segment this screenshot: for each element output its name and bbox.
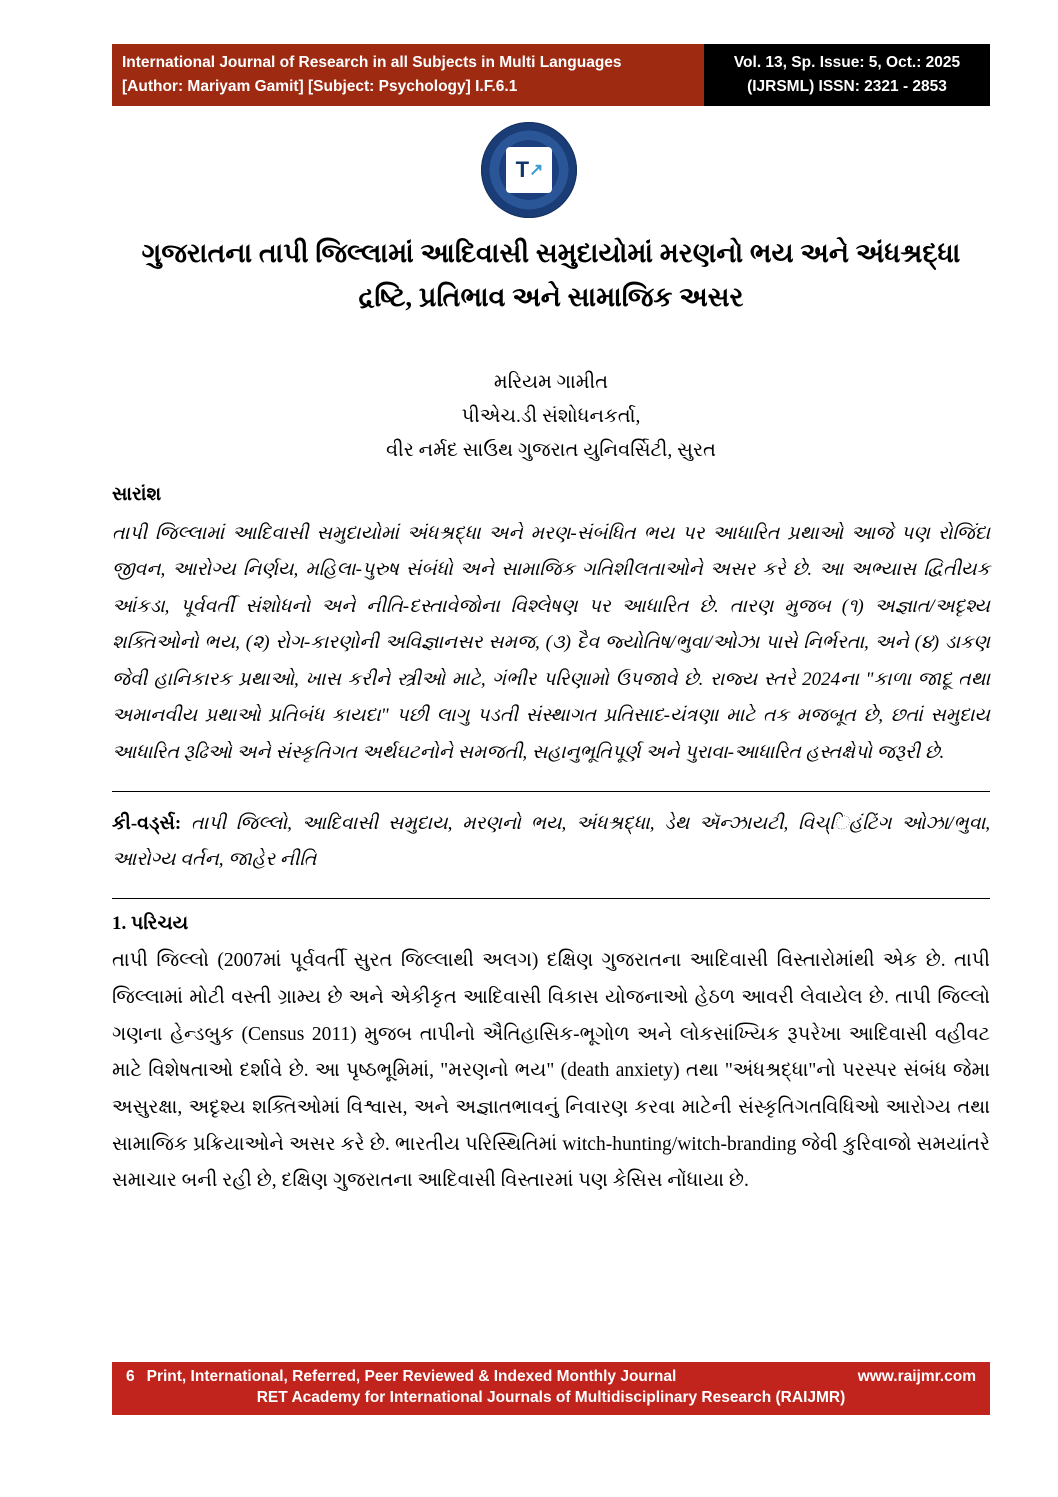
divider-top (112, 791, 990, 792)
abstract-text: તાપી જિલ્લામાં આદિવાસી સમુદાયોમાં અંધશ્રદ્ધા અને મરણ-સંબંધિત ભય પર આધારિત પ્રથાઓ આજે પણ રોજિંદા જીવન, આરોગ્ય નિર્ણય, મહિલા-પુરુષ સંબંધો અને સામાજિક ગતિશીલતાઓને અસર કરે છે. આ અભ્યાસ દ્વિતીયક આંકડા, પૂર્વવર્તી સંશોધનો અને નીતિ-દસ્તાવેજોના વિશ્લેષણ પર આધારિત છે. તારણ મુજબ (૧) અજ્ઞાત/અદૃશ્ય શક્તિઓનો ભય, (૨) રોગ-કારણોની અવિજ્ઞાનસર સમજ, (૩) દૈવ જ્યોતિષ/ભુવા/ઓઝા પાસે નિર્ભરતા, અને (૪) ડાકણ જેવી હાનિકારક પ્રથાઓ, ખાસ કરીને સ્ત્રીઓ માટે, ગંભીર પરિણામો ઉપજાવે છે. રાજ્ય સ્તરે 2024ના "કાળા જાદૂ તથા અમાનવીય પ્રથાઓ પ્રતિબંધ કાયદા" પછી લાગુ પડતી સંસ્થાગત પ્રતિસાદ-યંત્રણા માટે તક મજબૂત છે, છતાં સમુદાય આધારિત રૂઢિઓ અને સંસ્કૃતિગત અર્થઘટનોને સમજતી, સહાનુભૂતિપૂર્ણ અને પુરાવા-આધારિત હસ્તક્ષેપો જરૂરી છે. (112, 523, 990, 763)
header-issn: (IJRSML) ISSN: 2321 - 2853 (747, 78, 947, 96)
footer-primary-row (112, 1368, 990, 1386)
header-volume-issue: Vol. 13, Sp. Issue: 5, Oct.: 2025 (733, 54, 961, 71)
logo-monogram (506, 147, 552, 193)
logo-arrow-icon: ↗ (529, 160, 543, 179)
author-affiliation: વીર નર્મદ સાઉથ ગુજરાત યુનિવર્સિટી, સુરત (386, 439, 716, 461)
abstract-heading: સારાંશ (112, 484, 162, 505)
logo-container (0, 122, 1058, 218)
author-name: મરિયમ ગામીત (493, 372, 609, 393)
keywords-label: કી-વર્ડ્સ: (112, 813, 182, 835)
footer-website-link[interactable]: www.raijmr.com (857, 1368, 976, 1385)
page-footer (112, 1362, 990, 1415)
keywords-text: તાપી જિલ્લો, આદિવાસી સમુદાય, મરણનો ભય, અંધશ્રદ્ધા, ડેથ ઍન્ઝાયટી, વિચ્િહંટિંગ ઓઝા/ભુવા, આરોગ્ય વર્તન, જાહેર નીતિ (112, 813, 991, 871)
section-1-text: તાપી જિલ્લો (2007માં પૂર્વવર્તી સુરત જિલ્લાથી અલગ) દક્ષિણ ગુજરાતના આદિવાસી વિસ્તારોમાંથી એક છે. તાપી જિલ્લામાં મોટી વસ્તી ગ્રામ્ય છે અને એકીકૃત આદિવાસી વિકાસ યોજનાઓ હેઠળ આવરી લેવાયેલ છે. તાપી જિલ્લો ગણના હેન્ડબુક (Census 2011) મુજબ તાપીનો ઐતિહાસિક-ભૂગોળ અને લોકસાંખ્યિક રૂપરેખા આદિવાસી વહીવટ માટે વિશેષતાઓ દર્શાવે છે. આ પૃષ્ઠભૂમિમાં, "મરણનો ભય" (death anxiety) તથા "અંધશ્રદ્ધા"નો પરસ્પર સંબંધ જેમા અસુરક્ષા, અદૃશ્ય શક્તિઓમાં વિશ્વાસ, અને અજ્ઞાતભાવનું નિવારણ કરવા માટેની સંસ્કૃતિગતવિધિઓ આરોગ્ય તથા સામાજિક પ્રક્રિયાઓને અસર કરે છે. ભારતીય પરિસ્થિતિમાં witch-hunting/witch-branding જેવી કુરિવાજો સમયાંતરે સમાચાર બની રહી છે, દક્ષિણ ગુજરાતના આદિવાસી વિસ્તારમાં પણ કેસિસ નોંધાયા છે. (112, 950, 990, 1192)
paper-title: ગુજરાતના તાપી જિલ્લામાં આદિવાસી સમુદાયોમાં મરણનો ભય અને અંધશ્રદ્ધા દ્રષ્ટિ, પ્રતિભાવ અને સામાજિક અસર (141, 238, 961, 312)
footer-page-number: 6 (126, 1368, 135, 1385)
author-block (112, 366, 990, 468)
header-journal-title: International Journal of Research in all Subjects in Multi Languages (122, 54, 622, 71)
section-1-heading: 1. પરિચય (112, 913, 189, 935)
header-journal-block (112, 44, 704, 106)
footer-journal-description: Print, International, Referred, Peer Reviewed & Indexed Monthly Journal (146, 1368, 677, 1385)
header-issue-block (704, 44, 990, 106)
page-header (112, 44, 990, 106)
author-role: પીએચ.ડી સંશોધનકર્તા, (461, 405, 641, 427)
divider-bottom (112, 898, 990, 899)
header-author-subject: [Author: Mariyam Gamit] [Subject: Psychology] I.F.6.1 (122, 78, 518, 96)
footer-organisation: RET Academy for International Journals of Multidisciplinary Research (RAIJMR) (256, 1389, 846, 1406)
raijmr-logo-icon (481, 122, 577, 218)
keywords-block (112, 806, 990, 878)
logo-letter: T (515, 157, 529, 182)
paper-body (112, 484, 990, 1200)
